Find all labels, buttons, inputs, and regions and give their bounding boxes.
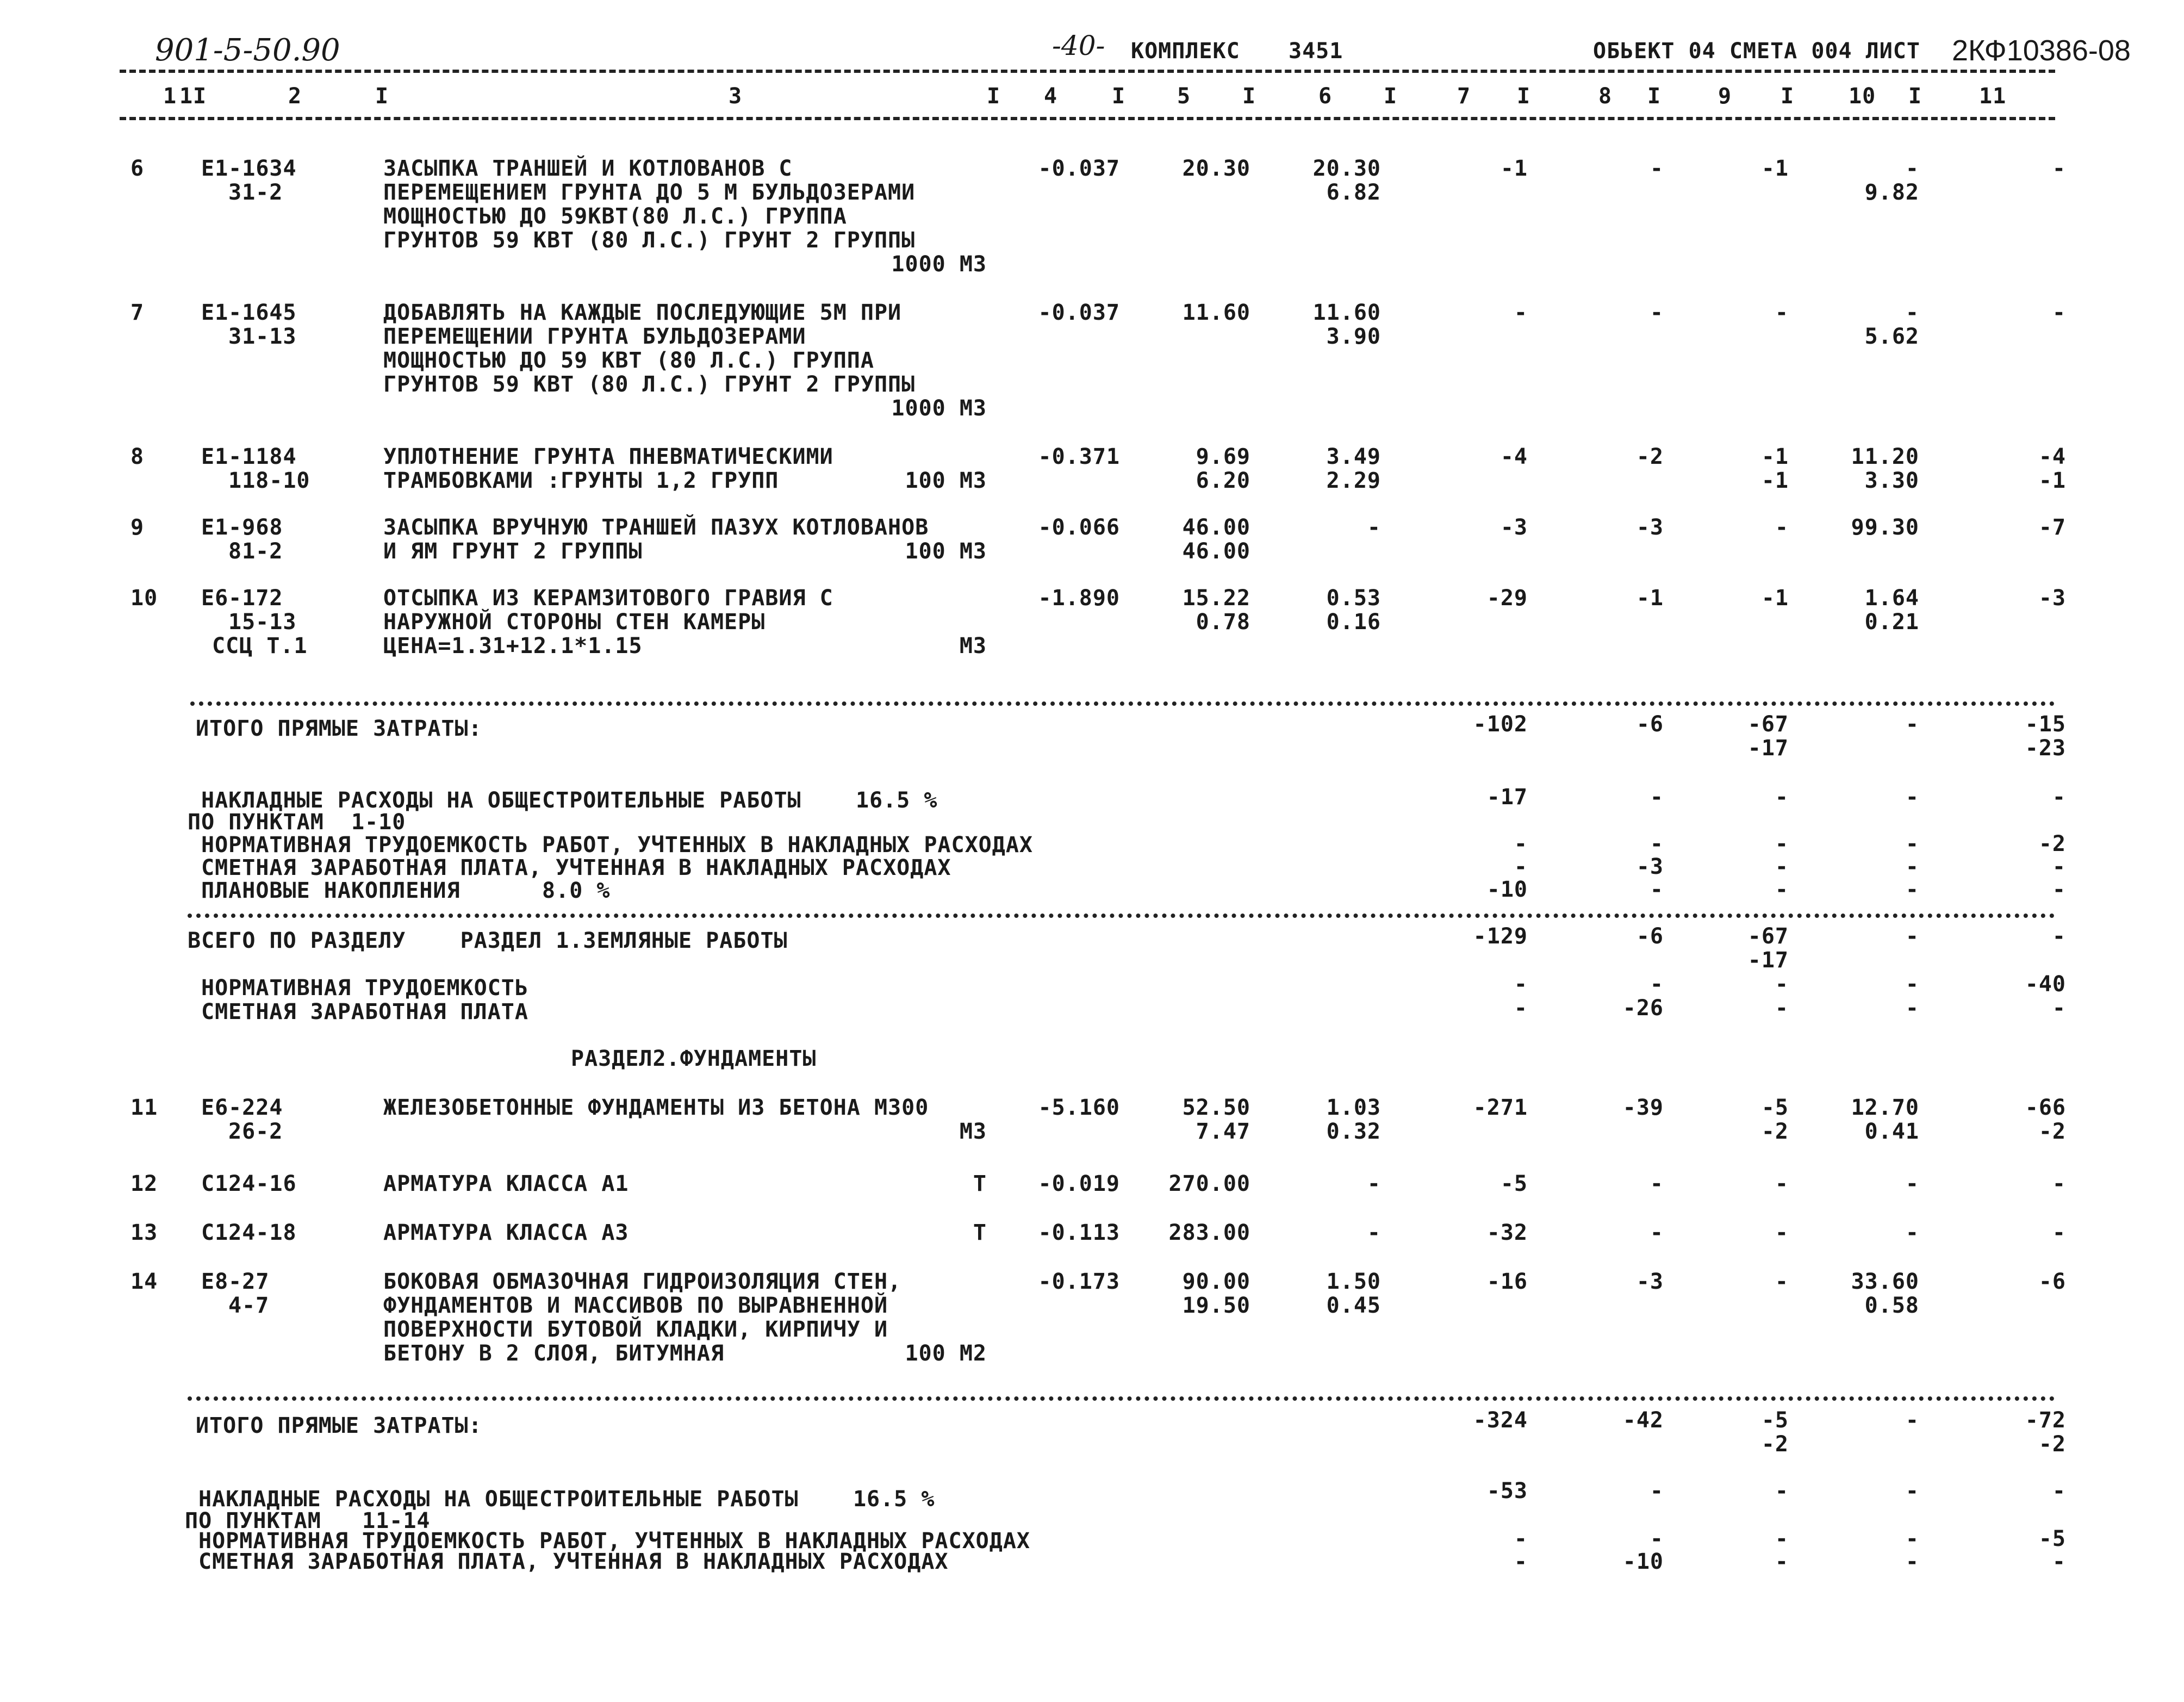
section-total-value-c9: -: [1775, 972, 1789, 997]
row-c7: -29: [1486, 586, 1528, 611]
row-number: 9: [130, 515, 145, 540]
row-c9: -: [1775, 1171, 1789, 1196]
row-c11: -: [2052, 300, 2066, 325]
summary-c11: -23: [2025, 736, 2066, 761]
column-divider: I: [1908, 84, 1922, 109]
complex-label: КОМПЛЕКС: [1131, 39, 1240, 64]
row-code: С124-18: [201, 1220, 297, 1245]
row-number: 8: [130, 444, 145, 469]
row-c9: -1: [1761, 156, 1789, 181]
row-c5: 283.00: [1168, 1220, 1250, 1245]
row-c4: -0.066: [1038, 515, 1120, 540]
overhead-2-value-c11: -: [2052, 1549, 2066, 1574]
overhead-value-c8: -3: [1636, 854, 1664, 879]
summary-2-c11: -2: [2038, 1432, 2066, 1457]
overhead-value-c8: -: [1650, 785, 1664, 810]
section-total-c10: -: [1905, 924, 1919, 949]
row-description: ЖЕЛЕЗОБЕТОННЫЕ ФУНДАМЕНТЫ ИЗ БЕТОНА М300: [383, 1095, 929, 1120]
section-total-value-c11: -40: [2025, 972, 2066, 997]
row-c8: -: [1650, 1220, 1664, 1245]
overhead-2-value-c8: -: [1650, 1479, 1664, 1504]
overhead-2-line: ПО ПУНКТАМ 11-14: [185, 1508, 431, 1533]
row-c6: 0.45: [1326, 1293, 1381, 1318]
column-divider: I: [1384, 84, 1398, 109]
row-c6: 0.53: [1326, 586, 1381, 611]
row-c10: 99.30: [1851, 515, 1919, 540]
row-c10: -: [1905, 1220, 1919, 1245]
overhead-value-c11: -: [2052, 877, 2066, 902]
section-total-value-c8: -: [1650, 972, 1664, 997]
row-c8: -3: [1636, 1269, 1664, 1294]
summary-title: ИТОГО ПРЯМЫЕ ЗАТРАТЫ:: [196, 716, 482, 741]
row-c6: -: [1367, 1220, 1381, 1245]
row-c4: -0.173: [1038, 1269, 1120, 1294]
row-description: ДОБАВЛЯТЬ НА КАЖДЫЕ ПОСЛЕДУЮЩИЕ 5М ПРИ: [383, 300, 902, 325]
row-code: 15-13: [228, 610, 297, 635]
overhead-2-line: НОРМАТИВНАЯ ТРУДОЕМКОСТЬ РАБОТ, УЧТЕННЫХ В НАКЛАДНЫХ РАСХОДАХ: [198, 1529, 1031, 1554]
row-c6: 2.29: [1326, 468, 1381, 493]
row-description: УПЛОТНЕНИЕ ГРУНТА ПНЕВМАТИЧЕСКИМИ: [383, 444, 833, 469]
section-total-c11: -: [2052, 924, 2066, 949]
column-number-10: 10: [1849, 84, 1876, 109]
row-c7: -32: [1486, 1220, 1528, 1245]
overhead-value-c7: -: [1514, 854, 1528, 879]
row-description: АРМАТУРА КЛАССА А1: [383, 1171, 629, 1196]
row-code: 118-10: [228, 468, 310, 493]
row-code: С124-16: [201, 1171, 297, 1196]
overhead-2-value-c7: -: [1514, 1549, 1528, 1574]
row-c10: 33.60: [1851, 1269, 1919, 1294]
row-description: ОТСЫПКА ИЗ КЕРАМЗИТОВОГО ГРАВИЯ С: [383, 586, 833, 611]
row-number: 14: [130, 1269, 158, 1294]
overhead-value-c9: -: [1775, 854, 1789, 879]
overhead-value-c10: -: [1905, 877, 1919, 902]
summary-c9: -17: [1747, 736, 1789, 761]
overhead-value-c11: -: [2052, 854, 2066, 879]
row-description: МОЩНОСТЬЮ ДО 59 КВТ (80 Л.С.) ГРУППА: [383, 348, 874, 373]
column-divider: I: [1112, 84, 1126, 109]
row-code: Е1-968: [201, 515, 283, 540]
section-total-value-c11: -: [2052, 996, 2066, 1021]
row-description: АРМАТУРА КЛАССА А3: [383, 1220, 629, 1245]
overhead-2-line: СМЕТНАЯ ЗАРАБОТНАЯ ПЛАТА, УЧТЕННАЯ В НАКЛАДНЫХ РАСХОДАХ: [198, 1549, 949, 1574]
section-total-c9: -67: [1747, 924, 1789, 949]
overhead-value-c9: -: [1775, 877, 1789, 902]
column-number-5: 5: [1177, 84, 1191, 109]
row-c11: -2: [2038, 1119, 2066, 1144]
row-unit: М3: [959, 1119, 987, 1144]
section-total-dotted-rule: [188, 914, 2055, 918]
row-unit: 100 М3: [905, 468, 987, 493]
row-c5: 9.69: [1196, 444, 1250, 469]
row-description: ФУНДАМЕНТОВ И МАССИВОВ ПО ВЫРАВНЕННОЙ: [383, 1293, 888, 1318]
complex-number: 3451: [1289, 39, 1343, 64]
section-total-subline: НОРМАТИВНАЯ ТРУДОЕМКОСТЬ: [201, 976, 528, 1001]
summary-c9: -67: [1747, 712, 1789, 737]
row-description: БЕТОНУ В 2 СЛОЯ, БИТУМНАЯ: [383, 1341, 725, 1366]
row-c9: -: [1775, 1220, 1789, 1245]
row-description: НАРУЖНОЙ СТОРОНЫ СТЕН КАМЕРЫ: [383, 610, 766, 635]
overhead-2-value-c10: -: [1905, 1526, 1919, 1551]
overhead-2-value-c8: -10: [1622, 1549, 1664, 1574]
overhead-value-c8: -: [1650, 877, 1664, 902]
column-number-3: 3: [729, 84, 743, 109]
row-c9: -: [1775, 300, 1789, 325]
row-c7: -16: [1486, 1269, 1528, 1294]
row-c11: -3: [2038, 586, 2066, 611]
section-total-value-c10: -: [1905, 996, 1919, 1021]
overhead-2-value-c7: -53: [1486, 1479, 1528, 1504]
overhead-2-value-c10: -: [1905, 1479, 1919, 1504]
row-code: 31-13: [228, 324, 297, 349]
row-number: 11: [130, 1095, 158, 1120]
row-c10: 12.70: [1851, 1095, 1919, 1120]
overhead-2-value-c11: -5: [2038, 1526, 2066, 1551]
row-number: 13: [130, 1220, 158, 1245]
row-c4: -0.037: [1038, 156, 1120, 181]
overhead-line: НАКЛАДНЫЕ РАСХОДЫ НА ОБЩЕСТРОИТЕЛЬНЫЕ РАБОТЫ 16.5 %: [201, 788, 938, 813]
summary-dotted-rule: [190, 701, 2055, 706]
overhead-2-line: НАКЛАДНЫЕ РАСХОДЫ НА ОБЩЕСТРОИТЕЛЬНЫЕ РАБОТЫ 16.5 %: [198, 1487, 935, 1512]
row-c9: -1: [1761, 586, 1789, 611]
row-c5: 0.78: [1196, 610, 1250, 635]
row-c7: -1: [1500, 156, 1528, 181]
row-c5: 11.60: [1182, 300, 1250, 325]
row-c4: -5.160: [1038, 1095, 1120, 1120]
row-c5: 52.50: [1182, 1095, 1250, 1120]
row-c7: -3: [1500, 515, 1528, 540]
row-description: ЗАСЫПКА ВРУЧНУЮ ТРАНШЕЙ ПАЗУХ КОТЛОВАНОВ: [383, 515, 929, 540]
row-code: 81-2: [228, 539, 283, 564]
row-c9: -: [1775, 515, 1789, 540]
row-c6: 1.50: [1326, 1269, 1381, 1294]
row-unit: 1000 М3: [891, 252, 987, 277]
column-divider: I: [193, 84, 207, 109]
sheet-code: 2КФ10386-08: [1952, 34, 2131, 67]
row-unit: Т: [973, 1171, 987, 1196]
row-description: ПЕРЕМЕЩЕНИИ ГРУНТА БУЛЬДОЗЕРАМИ: [383, 324, 806, 349]
row-number: 12: [130, 1171, 158, 1196]
summary-2-c7: -324: [1473, 1408, 1528, 1433]
overhead-value-c10: -: [1905, 854, 1919, 879]
column-number-7: 7: [1457, 84, 1471, 109]
overhead-2-value-c7: -: [1514, 1526, 1528, 1551]
row-description: ГРУНТОВ 59 КВТ (80 Л.С.) ГРУНТ 2 ГРУППЫ: [383, 228, 916, 253]
row-code: Е1-1634: [201, 156, 297, 181]
row-c8: -: [1650, 156, 1664, 181]
row-c10: -: [1905, 300, 1919, 325]
column-number-9: 9: [1718, 84, 1732, 109]
overhead-value-c9: -: [1775, 831, 1789, 856]
column-number-1b: 1: [179, 84, 194, 109]
row-c11: -6: [2038, 1269, 2066, 1294]
row-c11: -66: [2025, 1095, 2066, 1120]
row-c5: 7.47: [1196, 1119, 1250, 1144]
row-c6: 3.90: [1326, 324, 1381, 349]
row-c10: 0.21: [1864, 610, 1919, 635]
section-total-c8: -6: [1636, 924, 1664, 949]
row-c6: 1.03: [1326, 1095, 1381, 1120]
overhead-2-value-c11: -: [2052, 1479, 2066, 1504]
row-c8: -39: [1622, 1095, 1664, 1120]
overhead-2-value-c9: -: [1775, 1549, 1789, 1574]
row-c9: -1: [1761, 468, 1789, 493]
overhead-value-c10: -: [1905, 831, 1919, 856]
row-c11: -7: [2038, 515, 2066, 540]
row-c7: -4: [1500, 444, 1528, 469]
row-unit: 1000 М3: [891, 396, 987, 421]
section-total-value-c7: -: [1514, 996, 1528, 1021]
row-c8: -1: [1636, 586, 1664, 611]
overhead-line: ПЛАНОВЫЕ НАКОПЛЕНИЯ 8.0 %: [201, 878, 611, 903]
row-c5: 6.20: [1196, 468, 1250, 493]
row-c7: -5: [1500, 1171, 1528, 1196]
overhead-2-value-c10: -: [1905, 1549, 1919, 1574]
page-number: -40-: [1052, 30, 1105, 61]
overhead-2-value-c9: -: [1775, 1526, 1789, 1551]
row-number: 6: [130, 156, 145, 181]
column-number-4: 4: [1044, 84, 1058, 109]
row-description: И ЯМ ГРУНТ 2 ГРУППЫ: [383, 539, 643, 564]
section-total-subline: СМЕТНАЯ ЗАРАБОТНАЯ ПЛАТА: [201, 999, 528, 1024]
section-total-value-c8: -26: [1622, 996, 1664, 1021]
row-c6: 3.49: [1326, 444, 1381, 469]
row-code: Е1-1645: [201, 300, 297, 325]
row-c10: 9.82: [1864, 180, 1919, 205]
row-c10: 1.64: [1864, 586, 1919, 611]
section-total-c7: -129: [1473, 924, 1528, 949]
row-c10: -: [1905, 156, 1919, 181]
row-c9: -: [1775, 1269, 1789, 1294]
row-c5: 15.22: [1182, 586, 1250, 611]
column-divider: I: [1517, 84, 1531, 109]
summary-c11: -15: [2025, 712, 2066, 737]
row-description: ЦЕНА=1.31+12.1*1.15: [383, 633, 643, 659]
summary-2-c10: -: [1905, 1408, 1919, 1433]
row-c4: -1.890: [1038, 586, 1120, 611]
row-c4: -0.371: [1038, 444, 1120, 469]
section-2-title: РАЗДЕЛ2.ФУНДАМЕНТЫ: [571, 1046, 817, 1071]
row-c10: 3.30: [1864, 468, 1919, 493]
row-c6: -: [1367, 1171, 1381, 1196]
row-description: ПЕРЕМЕЩЕНИЕМ ГРУНТА ДО 5 М БУЛЬДОЗЕРАМИ: [383, 180, 916, 205]
overhead-line: ПО ПУНКТАМ 1-10: [188, 810, 406, 835]
overhead-line: НОРМАТИВНАЯ ТРУДОЕМКОСТЬ РАБОТ, УЧТЕННЫХ В НАКЛАДНЫХ РАСХОДАХ: [201, 833, 1034, 858]
row-description: ПОВЕРХНОСТИ БУТОВОЙ КЛАДКИ, КИРПИЧУ И: [383, 1317, 888, 1342]
row-c6: 0.16: [1326, 610, 1381, 635]
row-c11: -4: [2038, 444, 2066, 469]
row-c4: -0.019: [1038, 1171, 1120, 1196]
column-number-6: 6: [1318, 84, 1333, 109]
row-c6: 0.32: [1326, 1119, 1381, 1144]
column-number-2: 2: [288, 84, 302, 109]
row-description: ТРАМБОВКАМИ :ГРУНТЫ 1,2 ГРУПП: [383, 468, 779, 493]
overhead-2-value-c8: -: [1650, 1526, 1664, 1551]
row-unit: Т: [973, 1220, 987, 1245]
row-c4: -0.037: [1038, 300, 1120, 325]
row-c10: 0.41: [1864, 1119, 1919, 1144]
overhead-line: СМЕТНАЯ ЗАРАБОТНАЯ ПЛАТА, УЧТЕННАЯ В НАКЛАДНЫХ РАСХОДАХ: [201, 855, 951, 880]
row-code: Е1-1184: [201, 444, 297, 469]
row-c9: -2: [1761, 1119, 1789, 1144]
section-total-title: ВСЕГО ПО РАЗДЕЛУ РАЗДЕЛ 1.ЗЕМЛЯНЫЕ РАБОТЫ: [188, 928, 788, 953]
row-c10: 5.62: [1864, 324, 1919, 349]
overhead-2-value-c9: -: [1775, 1479, 1789, 1504]
row-code: Е8-27: [201, 1269, 270, 1294]
row-c5: 270.00: [1168, 1171, 1250, 1196]
section-total-value-c9: -: [1775, 996, 1789, 1021]
column-number-11: 11: [1979, 84, 2007, 109]
row-description: ЗАСЫПКА ТРАНШЕЙ И КОТЛОВАНОВ С: [383, 156, 793, 181]
overhead-value-c7: -: [1514, 831, 1528, 856]
row-c8: -3: [1636, 515, 1664, 540]
row-code: 31-2: [228, 180, 283, 205]
row-c5: 46.00: [1182, 515, 1250, 540]
column-divider: I: [987, 84, 1001, 109]
row-c10: -: [1905, 1171, 1919, 1196]
section-total-value-c10: -: [1905, 972, 1919, 997]
row-code: ССЦ Т.1: [212, 633, 308, 659]
overhead-value-c11: -2: [2038, 831, 2066, 856]
summary-2-title: ИТОГО ПРЯМЫЕ ЗАТРАТЫ:: [196, 1413, 482, 1438]
object-info: ОБЬЕКТ 04 СМЕТА 004 ЛИСТ: [1593, 39, 1920, 64]
row-description: МОЩНОСТЬЮ ДО 59КВТ(80 Л.С.) ГРУППА: [383, 204, 847, 229]
row-c9: -5: [1761, 1095, 1789, 1120]
row-c7: -: [1514, 300, 1528, 325]
row-c5: 20.30: [1182, 156, 1250, 181]
row-c9: -1: [1761, 444, 1789, 469]
row-code: 26-2: [228, 1119, 283, 1144]
summary-2-c9: -2: [1761, 1432, 1789, 1457]
column-number-1: 1: [163, 84, 177, 109]
column-divider: I: [1242, 84, 1256, 109]
row-c11: -1: [2038, 468, 2066, 493]
overhead-value-c8: -: [1650, 831, 1664, 856]
row-c8: -: [1650, 1171, 1664, 1196]
summary-c10: -: [1905, 712, 1919, 737]
section-total-value-c7: -: [1514, 972, 1528, 997]
row-c6: 20.30: [1312, 156, 1381, 181]
row-c6: 11.60: [1312, 300, 1381, 325]
row-unit: 100 М3: [905, 539, 987, 564]
row-c6: -: [1367, 515, 1381, 540]
row-c4: -0.113: [1038, 1220, 1120, 1245]
document-code: 901-5-50.90: [155, 33, 340, 68]
row-code: 4-7: [228, 1293, 270, 1318]
row-code: Е6-224: [201, 1095, 283, 1120]
row-c5: 46.00: [1182, 539, 1250, 564]
overhead-value-c7: -17: [1486, 785, 1528, 810]
row-unit: М3: [959, 633, 987, 659]
column-number-8: 8: [1598, 84, 1613, 109]
summary-c7: -102: [1473, 712, 1528, 737]
row-c5: 19.50: [1182, 1293, 1250, 1318]
column-divider: I: [1647, 84, 1662, 109]
row-description: БОКОВАЯ ОБМАЗОЧНАЯ ГИДРОИЗОЛЯЦИЯ СТЕН,: [383, 1269, 902, 1294]
row-number: 7: [130, 300, 145, 325]
row-c7: -271: [1473, 1095, 1528, 1120]
summary-2-c9: -5: [1761, 1408, 1789, 1433]
row-c8: -2: [1636, 444, 1664, 469]
row-c10: 0.58: [1864, 1293, 1919, 1318]
section-total-c9: -17: [1747, 948, 1789, 973]
row-c5: 90.00: [1182, 1269, 1250, 1294]
row-c11: -: [2052, 1220, 2066, 1245]
overhead-value-c11: -: [2052, 785, 2066, 810]
overhead-value-c9: -: [1775, 785, 1789, 810]
row-c6: 6.82: [1326, 180, 1381, 205]
summary-c8: -6: [1636, 712, 1664, 737]
row-code: Е6-172: [201, 586, 283, 611]
summary-2-dotted-rule: [188, 1396, 2055, 1401]
column-divider: I: [375, 84, 389, 109]
row-unit: 100 М2: [905, 1341, 987, 1366]
row-c11: -: [2052, 1171, 2066, 1196]
summary-2-c11: -72: [2025, 1408, 2066, 1433]
summary-2-c8: -42: [1622, 1408, 1664, 1433]
row-c8: -: [1650, 300, 1664, 325]
overhead-value-c10: -: [1905, 785, 1919, 810]
row-number: 10: [130, 586, 158, 611]
column-divider: I: [1781, 84, 1795, 109]
row-description: ГРУНТОВ 59 КВТ (80 Л.С.) ГРУНТ 2 ГРУППЫ: [383, 372, 916, 397]
row-c11: -: [2052, 156, 2066, 181]
row-c10: 11.20: [1851, 444, 1919, 469]
overhead-value-c7: -10: [1486, 877, 1528, 902]
